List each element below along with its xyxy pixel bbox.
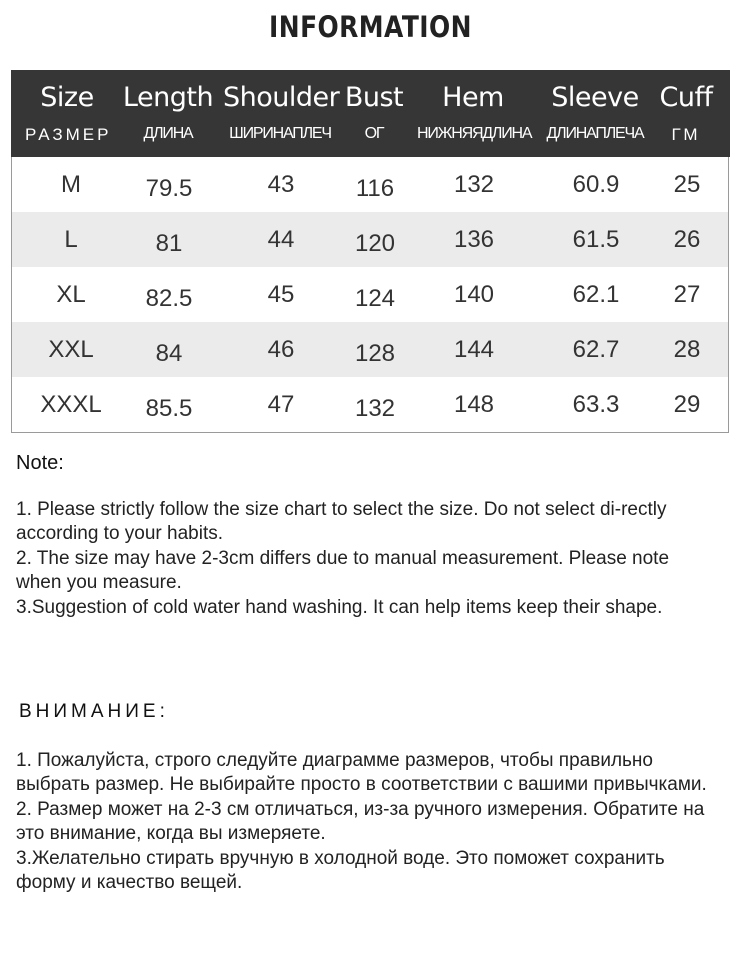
column-header-en: Length <box>122 82 214 113</box>
column-header-length <box>118 70 218 157</box>
column-header-ru: ГМ <box>671 125 701 144</box>
table-row <box>12 322 728 377</box>
column-header-en: Sleeve <box>551 82 639 113</box>
column-header-en: Shoulder <box>223 82 340 113</box>
cell-length: 81 <box>155 230 183 257</box>
note-list-ru <box>16 749 728 895</box>
table-body <box>12 157 728 432</box>
cell-sleeve: 60.9 <box>572 171 620 198</box>
column-header-ru: ДЛИНАПЛЕЧА <box>546 125 644 142</box>
note-item: 2. Размер может на 2-3 см отличаться, из-за ручного измерения. Обратите на это внимание, когда вы измеряете. <box>16 798 705 845</box>
cell-shoulder: 45 <box>267 281 295 308</box>
column-header-en: Bust <box>344 82 404 113</box>
cell-length: 84 <box>155 340 183 367</box>
table-header <box>11 70 730 157</box>
column-header-cuff <box>653 70 719 157</box>
page-title: INFORMATION <box>269 10 472 44</box>
note-item: 1. Please strictly follow the size chart to select the size. Do not select di-rectly according to your habits. <box>16 499 667 545</box>
cell-cuff: 28 <box>673 336 701 363</box>
cell-size: L <box>64 226 78 253</box>
column-header-en: Hem <box>442 82 504 113</box>
note-item: 3.Suggestion of cold water hand washing. It can help items keep their shape. <box>16 596 663 618</box>
attention-heading: ВНИМАНИЕ: <box>19 701 169 722</box>
column-header-ru: НИЖНЯЯДЛИНА <box>417 125 532 142</box>
cell-length: 79.5 <box>145 175 193 202</box>
cell-shoulder: 47 <box>267 391 295 418</box>
cell-size: XXXL <box>40 391 102 418</box>
cell-size: M <box>61 171 81 198</box>
size-chart-table <box>11 70 729 433</box>
cell-bust: 128 <box>354 340 396 367</box>
table-row <box>12 212 728 267</box>
note-item: 1. Пожалуйста, строго следуйте диаграмме размеров, чтобы правильно выбрать размер. Не выбирайте просто в соответствии с вашими привычками. <box>16 750 707 796</box>
cell-sleeve: 61.5 <box>572 226 620 253</box>
cell-cuff: 27 <box>673 281 701 308</box>
cell-hem: 144 <box>453 336 495 363</box>
cell-length: 85.5 <box>145 395 193 422</box>
column-header-shoulder <box>223 70 340 157</box>
table-row <box>12 267 728 322</box>
note-item: 3.Желательно стирать вручную в холодной воде. Это поможет сохранить форму и качество вещей. <box>16 847 665 894</box>
cell-cuff: 25 <box>673 171 701 198</box>
cell-sleeve: 63.3 <box>572 391 620 418</box>
cell-bust: 124 <box>354 285 396 312</box>
cell-length: 82.5 <box>145 285 193 312</box>
column-header-ru: ДЛИНА <box>143 125 193 142</box>
column-header-hem <box>417 70 532 157</box>
cell-bust: 116 <box>355 175 395 202</box>
note-item: 2. The size may have 2-3cm differs due to manual measurement. Please note when you measure. <box>16 547 670 594</box>
cell-cuff: 26 <box>673 226 701 253</box>
cell-sleeve: 62.1 <box>572 281 620 308</box>
cell-shoulder: 46 <box>267 336 295 363</box>
cell-shoulder: 44 <box>267 226 295 253</box>
cell-sleeve: 62.7 <box>572 336 620 363</box>
cell-hem: 140 <box>453 281 495 308</box>
column-header-ru: РАЗМЕР <box>25 125 112 144</box>
cell-size: XXL <box>48 336 94 363</box>
cell-cuff: 29 <box>673 391 701 418</box>
cell-bust: 132 <box>354 395 396 422</box>
column-header-bust <box>341 70 407 157</box>
cell-hem: 136 <box>453 226 495 253</box>
cell-hem: 148 <box>453 391 495 418</box>
column-header-sleeve <box>541 70 649 157</box>
column-header-en: Cuff <box>659 82 713 113</box>
note-list-en <box>16 498 716 620</box>
table-row <box>12 157 728 212</box>
cell-hem: 132 <box>453 171 495 198</box>
cell-size: XL <box>56 281 86 308</box>
column-header-ru: ОГ <box>364 125 384 142</box>
table-row <box>12 377 728 432</box>
note-heading: Note: <box>16 452 64 474</box>
cell-shoulder: 43 <box>267 171 295 198</box>
column-header-size <box>25 70 112 157</box>
column-header-ru: ШИРИНАПЛЕЧ <box>229 125 331 142</box>
cell-bust: 120 <box>354 230 396 257</box>
column-header-en: Size <box>40 82 94 113</box>
